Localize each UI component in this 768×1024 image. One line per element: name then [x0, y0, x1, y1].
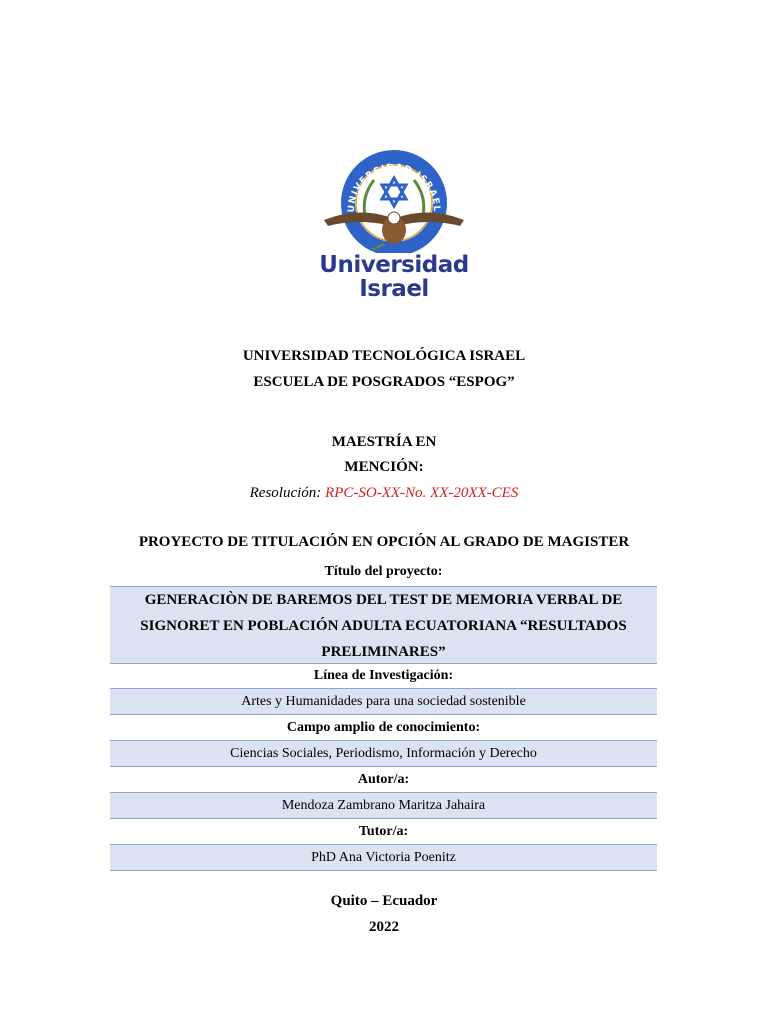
svg-text:UNIVERSIDAD ISRAEL: UNIVERSIDAD ISRAEL [346, 162, 442, 213]
field-label: Campo amplio de conocimiento: [110, 715, 657, 740]
title-label: Título del proyecto: [110, 560, 657, 586]
logo-wordmark-line2: Israel [359, 276, 429, 302]
resolution-code: RPC-SO-XX-No. XX-20XX-CES [325, 485, 519, 501]
university-logo [314, 148, 474, 303]
tutor-value: PhD Ana Victoria Poenitz [110, 844, 657, 871]
project-info-table [110, 560, 657, 871]
author-label: Autor/a: [110, 767, 657, 792]
title-line-1: GENERACIÒN DE BAREMOS DEL TEST DE MEMORIA VERBAL DE [144, 592, 623, 608]
author-value: Mendoza Zambrano Maritza Jahaira [110, 792, 657, 819]
project-title-value [110, 586, 657, 664]
university-name: UNIVERSIDAD TECNOLÓGICA ISRAEL [242, 348, 526, 364]
school-name: ESCUELA DE POSGRADOS “ESPOG” [253, 374, 515, 390]
project-heading: PROYECTO DE TITULACIÓN EN OPCIÓN AL GRADO DE MAGISTER [138, 534, 630, 550]
university-seal-icon [314, 148, 474, 253]
tutor-label: Tutor/a: [110, 819, 657, 844]
research-line-label: Línea de Investigación: [110, 664, 657, 688]
logo-wordmark-line1: Universidad [319, 252, 469, 278]
place-line: Quito – Ecuador [330, 893, 438, 909]
year-line: 2022 [369, 919, 399, 935]
resolution-label: Resolución: [249, 485, 322, 501]
masters-heading: MAESTRÍA EN [331, 434, 437, 450]
field-value: Ciencias Sociales, Periodismo, Información y Derecho [110, 740, 657, 767]
title-line-3: PRELIMINARES” [321, 644, 446, 660]
research-line-value: Artes y Humanidades para una sociedad sostenible [110, 688, 657, 715]
title-line-2: SIGNORET EN POBLACIÓN ADULTA ECUATORIANA “RESULTADOS [140, 618, 627, 634]
resolution-line [0, 485, 768, 502]
mention-heading: MENCIÓN: [344, 459, 424, 475]
